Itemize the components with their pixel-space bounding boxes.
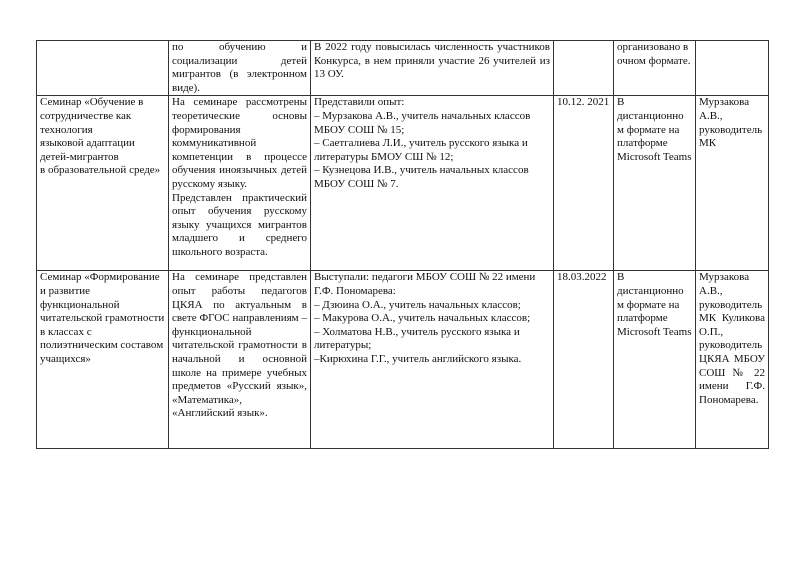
table-row xyxy=(37,96,769,271)
participants-line: – Кузнецова И.В., учитель начальных классов МБОУ СОШ № 7. xyxy=(314,164,529,190)
description-text: Представлен практический опыт обучения русскому языку учащихся мигрантов младшего и среднего школьного возраста. xyxy=(172,191,307,258)
topic-line: технология xyxy=(40,123,93,136)
date-cell: 18.03.2022 xyxy=(554,271,614,449)
topic-line: языковой адаптации xyxy=(40,137,135,150)
participants-line: Выступали: педагоги МБОУ СОШ № 22 имени Г.Ф. Пономарева: xyxy=(314,271,536,297)
topic-line: Семинар «Обучение в xyxy=(40,96,144,109)
responsible-cell xyxy=(696,41,769,96)
participants-line: – Холматова Н.В., учитель русского языка и литературы; xyxy=(314,325,520,352)
topic-line: сотрудничестве как xyxy=(40,109,132,122)
topic-line: детей-мигрантов xyxy=(40,150,119,163)
responsible-cell: Мурзакова А.В., руководитель МК Куликова О.П., руководитель ЦКЯА МБОУ СОШ № 22 имени Г.Ф. Пономарева. xyxy=(696,271,769,449)
responsible-cell: Мурзакова А.В., руководитель МК xyxy=(696,96,769,271)
description-text: На семинаре рассмотрены теоретические основы формирования коммуникативной компетенции в процессе обучения иноязычных детей русскому языку. xyxy=(172,96,307,190)
participants-cell xyxy=(311,271,554,449)
description-text: по обучению и социализации детей мигрантов (в электронном виде). xyxy=(172,41,307,94)
participants-line: – Саетгалиева Л.И., учитель русского языка и литературы БМОУ СШ № 12; xyxy=(314,137,528,163)
participants-line: – Макурова О.А., учитель начальных классов; xyxy=(314,312,531,325)
format-cell: В дистанционно м формате на платформе Microsoft Teams xyxy=(614,96,696,271)
format-cell: В дистанционно м формате на платформе Microsoft Teams xyxy=(614,271,696,449)
participants-text: В 2022 году повысилась численность участников Конкурса, в нем приняли участие 26 учителей из 13 ОУ. xyxy=(314,41,550,81)
table-row xyxy=(37,271,769,449)
table-row xyxy=(37,41,769,96)
format-cell: организовано в очном формате. xyxy=(614,41,696,96)
topic-cell xyxy=(37,41,169,96)
description-cell xyxy=(169,96,311,271)
participants-line: – Дзюина О.А., учитель начальных классов; xyxy=(314,298,521,311)
topic-cell xyxy=(37,271,169,449)
participants-line: – Мурзакова А.В., учитель начальных классов МБОУ СОШ № 15; xyxy=(314,109,531,136)
date-cell: 10.12. 2021 xyxy=(554,96,614,271)
topic-line: в образовательной среде» xyxy=(40,164,161,177)
description-cell xyxy=(169,41,311,96)
topic-cell xyxy=(37,96,169,271)
participants-line: Представили опыт: xyxy=(314,96,405,109)
participants-line: –Кирюхина Г.Г., учитель английского языка. xyxy=(314,352,522,365)
description-cell xyxy=(169,271,311,449)
topic-text: Семинар «Формирование и развитие функциональной читательской грамотности в классах с полиэтническим составом учащихся» xyxy=(40,271,165,365)
participants-cell xyxy=(311,96,554,271)
participants-cell xyxy=(311,41,554,96)
events-table xyxy=(36,40,769,449)
date-cell xyxy=(554,41,614,96)
description-text: На семинаре представлен опыт работы педагогов ЦКЯА по актуальным в свете ФГОС направлениям – функциональной читательской грамотности в начальной и основной школе на примере учебных предметов «Русский язык», «Математика», «Английский язык». xyxy=(172,271,307,420)
